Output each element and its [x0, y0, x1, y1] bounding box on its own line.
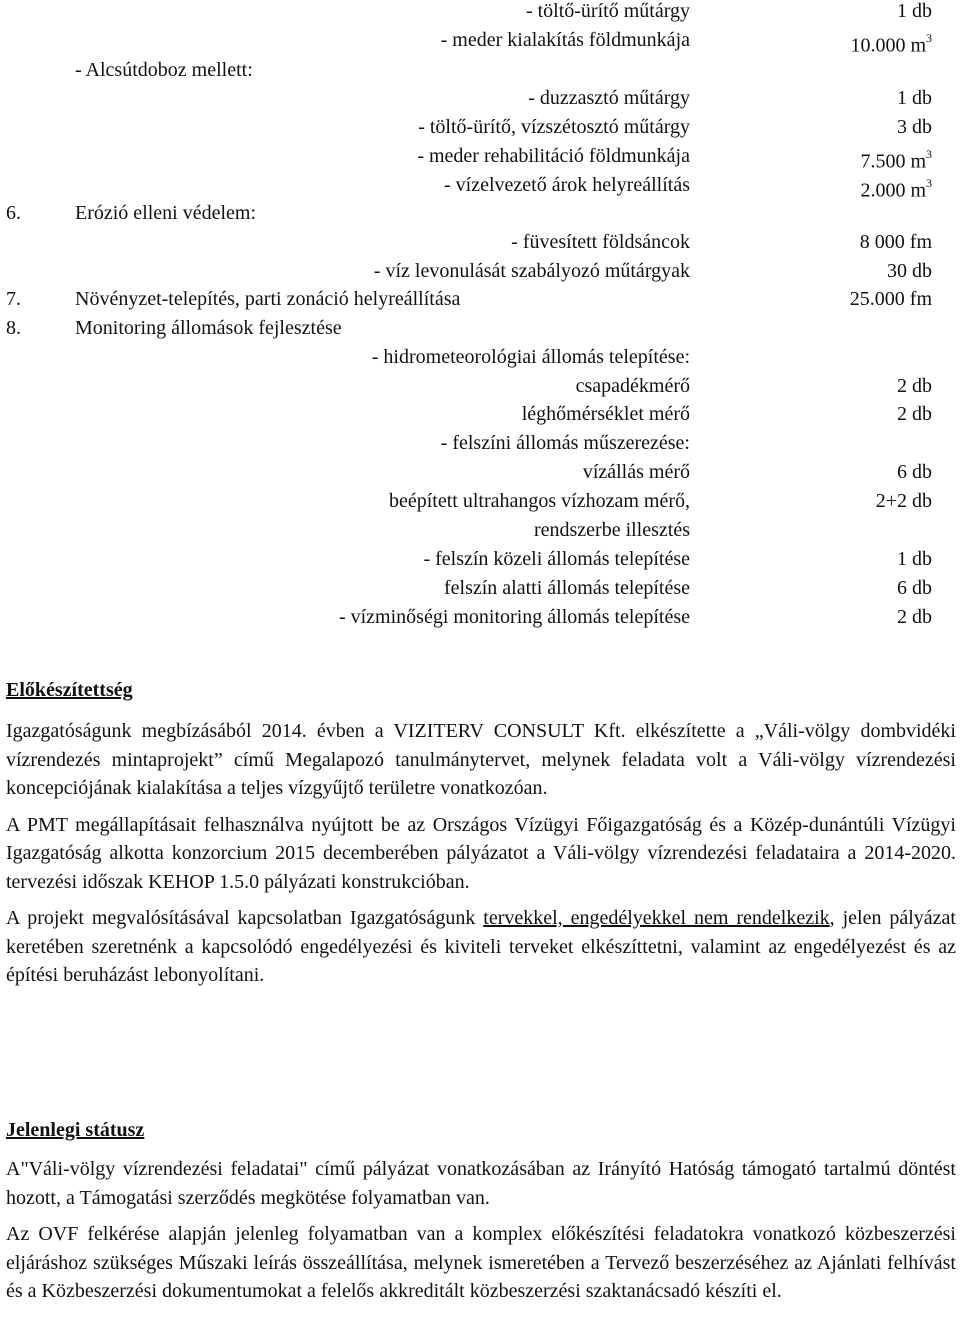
item-number: 7. — [6, 288, 21, 310]
list-item — [0, 574, 960, 603]
item-label: csapadékmérő — [575, 375, 690, 397]
list-item — [0, 142, 960, 171]
list-item — [0, 56, 960, 85]
item-quantity: 2.000 $m^3$ — [860, 176, 932, 202]
item-label: - felszín közeli állomás telepítése — [423, 548, 690, 570]
list-item — [0, 84, 960, 113]
preparedness-section — [6, 676, 956, 990]
item-label: Növényzet-telepítés, parti zonáció helyreállítása — [75, 288, 461, 310]
list-item — [0, 257, 960, 286]
paragraph: Igazgatóságunk megbízásából 2014. évben a VIZITERV CONSULT Kft. elkészítette a „Váli-völgy dombvidéki vízrendezés mintaprojekt” című Megalapozó tanulmánytervet, melynek feladata volt a Váli-völgy vízrendezési koncepciójának kialakítása a teljes vízgyűjtő területre vonatkozóan. — [6, 720, 956, 799]
item-quantity: 1 db — [897, 87, 932, 109]
item-quantity: 1 db — [897, 0, 932, 22]
item-label: - Alcsútdoboz mellett: — [75, 59, 253, 81]
list-item — [0, 228, 960, 257]
item-quantity: 30 db — [887, 260, 932, 282]
item-label: beépített ultrahangos vízhozam mérő, — [388, 490, 690, 512]
item-label: - füvesített földsáncok — [511, 231, 690, 253]
list-item — [0, 372, 960, 401]
item-label: - meder rehabilitáció földmunkája — [417, 145, 690, 167]
section-heading: Jelenlegi státusz — [6, 1119, 145, 1141]
paragraph: A PMT megállapításait felhasználva nyújtott be az Országos Vízügyi Főigazgatóság és a Közép-dunántúli Vízügyi Igazgatóság alkotta konzorcium 2015 decemberében pályázatot a Váli-völgy vízrendezési feladataira a 2014-2020. tervezési időszak KEHOP 1.5.0 pályázati konstrukcióban. — [6, 813, 956, 893]
section-heading: Előkészítettség — [6, 679, 133, 701]
paragraph: Az OVF felkérése alapján jelenleg folyamatban van a komplex előkészítési feladatokra vonatkozó közbeszerzési eljáráshoz szükséges Műszaki leírás összeállítása, melynek ismeretében a Tervező beszerzéséhez az Ajánlati felhívást és a Közbeszerzési dokumentumokat a felelős akkreditált közbeszerzési szaktanácsadó készíti el. — [6, 1223, 956, 1302]
item-quantity: 2 db — [897, 403, 932, 425]
item-quantity: 25.000 fm — [849, 288, 932, 310]
item-label: léghőmérséklet mérő — [521, 403, 690, 425]
item-label: - víz levonulását szabályozó műtárgyak — [373, 260, 690, 282]
item-label: - hidrometeorológiai állomás telepítése: — [371, 346, 690, 368]
item-quantity: 8 000 fm — [859, 231, 932, 253]
list-item — [0, 400, 960, 429]
list-item — [0, 0, 960, 26]
underlined-text: tervekkel, engedélyekkel nem rendelkezik — [483, 907, 830, 929]
item-quantity: 1 db — [897, 548, 932, 570]
item-label: Erózió elleni védelem: — [75, 202, 257, 224]
item-number: 6. — [6, 202, 21, 224]
item-number: 8. — [6, 317, 21, 339]
item-label: - vízminőségi monitoring állomás telepítése — [338, 606, 690, 628]
list-item — [0, 285, 960, 314]
list-item — [0, 516, 960, 545]
item-label: rendszerbe illesztés — [533, 519, 690, 541]
item-quantity: 7.500 $m^3$ — [860, 147, 932, 173]
item-quantity: 3 db — [897, 116, 932, 138]
item-quantity: 2 db — [897, 606, 932, 628]
list-item — [0, 26, 960, 55]
list-item — [0, 199, 960, 228]
list-item — [0, 314, 960, 343]
paragraph: A"Váli-völgy vízrendezési feladatai" című pályázat vonatkozásában az Irányító Hatóság támogató tartalmú döntést hozott, a Támogatási szerződés megkötése folyamatban van. — [6, 1158, 956, 1209]
list-item — [0, 343, 960, 372]
item-label: - töltő-ürítő, vízszétosztó műtárgy — [418, 116, 690, 138]
item-quantity: 6 db — [897, 577, 932, 599]
item-label: Monitoring állomások fejlesztése — [75, 317, 342, 339]
list-item — [0, 429, 960, 458]
item-quantity: 2+2 db — [875, 490, 932, 512]
item-quantity: 2 db — [897, 375, 932, 397]
status-section — [6, 1116, 956, 1306]
list-item — [0, 545, 960, 574]
item-label: - duzzasztó műtárgy — [528, 87, 690, 109]
item-quantity: 10.000 $m^3$ — [850, 31, 932, 57]
paragraph: A projekt megvalósításával kapcsolatban Igazgatóságunk tervekkel, engedélyekkel nem rendelkezik, jelen pályázat keretében szeretnénk a kapcsolódó engedélyezési és kiviteli terveket elkészíttetni, valamint az engedélyezést és az építési beruházást lebonyolítani. — [6, 907, 956, 986]
item-label: - vízelvezető árok helyreállítás — [444, 174, 690, 196]
list-item — [0, 603, 960, 632]
item-label: - töltő-ürítő műtárgy — [525, 0, 690, 22]
list-item — [0, 458, 960, 487]
list-item — [0, 171, 960, 200]
list-item — [0, 113, 960, 142]
list-item — [0, 487, 960, 516]
item-label: - meder kialakítás földmunkája — [440, 29, 690, 51]
item-label: vízállás mérő — [582, 461, 690, 483]
item-quantity: 6 db — [897, 461, 932, 483]
item-label: - felszíni állomás műszerezése: — [440, 432, 690, 454]
item-label: felszín alatti állomás telepítése — [443, 577, 690, 599]
